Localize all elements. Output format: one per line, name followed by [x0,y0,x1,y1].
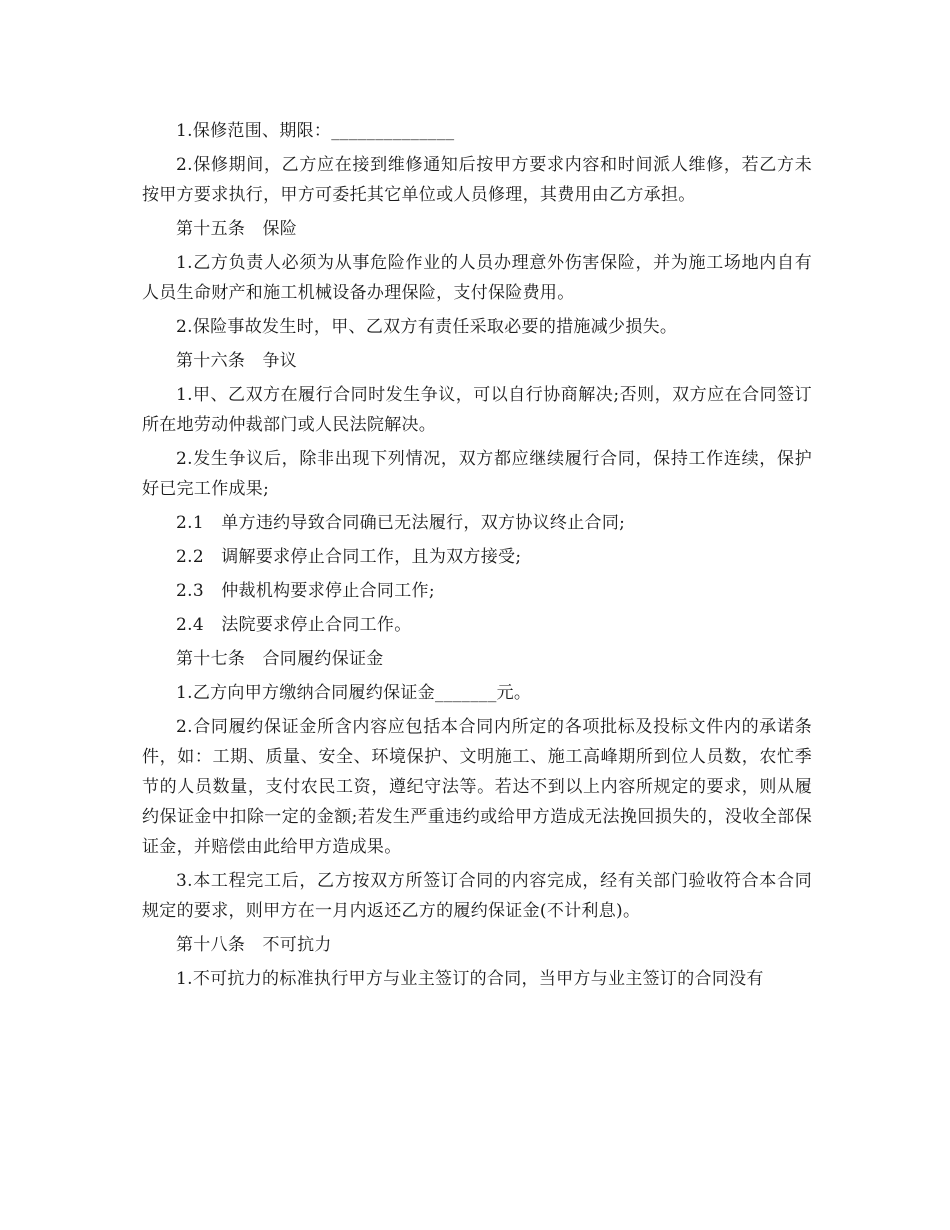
article-heading: 第十八条 不可抗力 [176,935,332,955]
sub-clause: 2.2 调解要求停止合同工作，且为双方接受; [176,547,522,567]
clause-paragraph: 1.不可抗力的标准执行甲方与业主签订的合同，当甲方与业主签订的合同没有 [176,969,764,989]
article-heading: 第十五条 保险 [176,219,298,239]
clause-paragraph: 1.乙方向甲方缴纳合同履约保证金_______元。 [176,683,532,703]
clause-paragraph: 1.乙方负责人必须为从事危险作业的人员办理意外伤害保险，并为施工场地内自有人员生命财产和施工机械设备办理保险，支付保险费用。 [142,253,812,303]
clause-paragraph: 1.保修范围、期限：______________ [176,121,455,141]
article-heading: 第十六条 争议 [176,351,298,371]
clause-paragraph: 2.保险事故发生时，甲、乙双方有责任采取必要的措施减少损失。 [176,317,678,337]
clause-paragraph: 2.发生争议后，除非出现下列情况，双方都应继续履行合同，保持工作连续，保护好已完工作成果; [142,449,812,499]
sub-clause: 2.4 法院要求停止合同工作。 [176,615,412,635]
sub-clause: 2.3 仲裁机构要求停止合同工作; [176,581,435,601]
clause-paragraph: 3.本工程完工后，乙方按双方所签订合同的内容完成，经有关部门验收符合本合同规定的要求，则甲方在一月内返还乙方的履约保证金(不计利息)。 [142,871,812,921]
article-heading: 第十七条 合同履约保证金 [176,649,384,669]
sub-clause: 2.1 单方违约导致合同确已无法履行，双方协议终止合同; [176,513,626,533]
clause-paragraph: 1.甲、乙双方在履行合同时发生争议，可以自行协商解决;否则，双方应在合同签订所在地劳动仲裁部门或人民法院解决。 [142,385,812,435]
clause-paragraph: 2.合同履约保证金所含内容应包括本合同内所定的各项批标及投标文件内的承诺条件，如：工期、质量、安全、环境保护、文明施工、施工高峰期所到位人员数，农忙季节的人员数量，支付农民工资，遵纪守法等。若达不到以上内容所规定的要求，则从履约保证金中扣除一定的金额;若发生严重违约或给甲方造成无法挽回损失的，没收全部保证金，并赔偿由此给甲方造成果。 [142,717,812,857]
document-body [142,116,812,998]
clause-paragraph: 2.保修期间，乙方应在接到维修通知后按甲方要求内容和时间派人维修，若乙方未按甲方要求执行，甲方可委托其它单位或人员修理，其费用由乙方承担。 [142,155,812,205]
